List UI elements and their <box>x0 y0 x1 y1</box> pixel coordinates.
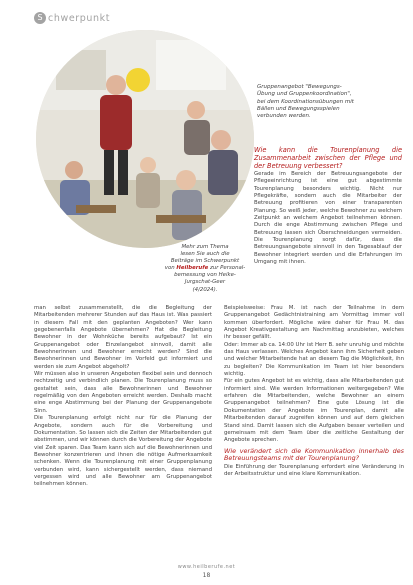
photo-caption <box>257 84 397 120</box>
caption-line: Gruppenangebot "Bewegungs- <box>257 84 342 90</box>
note-line: bemessung von Heike- <box>174 272 236 279</box>
section-title: chwerpunkt <box>48 12 111 24</box>
right-paragraph: Gerade im Bereich der Betreuungsangebote der Pflegeeinrichtung ist eine gut abgestimmte Tourenplanung besonders wichtig. Nicht nur Pflegekräfte, sondern auch die Mitarbeiter der Betreuung profitieren von einer transparenten Planung. So weiß jeder, welche Bewohner zu welchem Zeitpunkt an welchem Angebot teilnehmen können. Durch die enge Abstimmung zwischen Pflege und Betreuung lassen sich Überschneidungen vermeiden. Die Tourenplanung sorgt dafür, dass die Betreuungsangebote sinnvoll in den Tagesablauf der Bewohner integriert werden und die Erfahrungen im Umgang mit ihnen. <box>254 171 402 266</box>
footer-url: www.heilberufe.net <box>177 564 236 570</box>
note-line: (4/2024). <box>192 286 218 293</box>
lower-right-column <box>224 305 404 479</box>
activity-photo <box>36 30 254 248</box>
caption-line: Bällen und Bewegungsspielen <box>257 105 340 112</box>
section-initial-badge: S <box>34 12 46 24</box>
magazine-name: Heilberufe <box>176 265 209 272</box>
paragraph: Die Tourenplanung erfolgt nicht nur für die Planung der Angebote, sondern auch für die Vorbereitung und Dokumentation. So lassen sich die Zeiten der Mitarbeitenden gut abstimmen, und wir können durch die Vorbereitung der Angebote viel Zeit sparen. Das Team kann sich auf die Bewohnerinnen und Bewohner konzentrieren und ihnen die nötige Aufmerksamkeit schenken. Wenn die Tourenplanung mit einer Gruppenplanung verbunden wird, kann sichergestellt werden, dass niemand vergessen wird und alle Bewohner am Gruppenangebot teilnehmen können. <box>34 415 212 488</box>
page-number: 18 <box>202 572 211 579</box>
note-line: lesen Sie auch die <box>180 251 230 258</box>
note-line: Mehr zum Thema <box>181 244 229 250</box>
note-line: Beiträge im Schwerpunkt <box>170 258 240 265</box>
question-heading: Wie kann die Tourenplanung die Zusammenarbeit zwischen der Pflege und der Betreuung verbessert? <box>254 146 402 170</box>
paragraph: Wir müssen also in unseren Angeboten flexibel sein und dennoch rechtzeitig und verbindlich planen. Die Tourenplanung muss so gestaltet sein, dass alle Bewohnerinnen und Bewohner regelmäßig von den Angeboten erreicht werden. Deshalb macht eine enge Abstimmung bei der Planung der Gruppenangebote Sinn. <box>34 371 212 414</box>
photo-illustration <box>36 30 254 248</box>
caption-line: verbunden werden. <box>257 113 311 120</box>
paragraph: man selbst zusammenstellt, die die Begleitung der Mitarbeitenden mehrerer Stunden auf das Haus ist. Was passiert in diesem Fall mit den geplanten Angeboten? Wer kann gegebenenfalls Angebote übernehmen? Hat die Begleitung Bewohner in der Wohnküche bereits aufgebaut? Ist ein Gruppenangebot oder Einzelangebot sinnvoll, damit alle Bewohnerinnen und Bewohner erreicht werden? Sind die Bewohnerinnen und Bewohner im Vorfeld gut informiert und werden sie zum Angebot abgeholt? <box>34 305 212 370</box>
caption-line: bei dem Koordinationsübungen mit <box>257 98 354 105</box>
note-line: Jurgschat-Geer <box>184 279 226 286</box>
paragraph: Die Einführung der Tourenplanung erfordert eine Veränderung in der Arbeitsstruktur und eine klare Kommunikation. <box>224 464 404 478</box>
caption-line: Übung und Gruppenkoordination", <box>257 91 352 98</box>
paragraph: Oder: Immer ab ca. 14:00 Uhr ist Herr B. sehr unruhig und möchte das Haus verlassen. Welches Angebot kann ihm Sicherheit geben und welcher Mitarbeitende hat an diesem Tag die Möglichkeit, ihn zu begleiten? Die Kommunikation im Team ist hier besonders wichtig. <box>224 341 404 378</box>
question-heading: Wie verändert sich die Kommunikation innerhalb des Betreuungsteams mit der Tourenplanung? <box>224 446 404 463</box>
reference-note <box>164 244 246 294</box>
right-column <box>254 146 402 266</box>
lower-left-column <box>34 305 212 489</box>
paragraph: Beispielsweise: Frau M. ist nach der Teilnahme in dem Gruppenangebot Gedächtnistraining am Vormittag immer voll kommen überfordert. Mögliche wäre daher für Frau M. das Angebot Kreativgestaltung am Nachmittag anzubieten, welches ihr besser gefällt. <box>224 305 404 341</box>
section-header <box>34 12 110 24</box>
paragraph: Für ein gutes Angebot ist es wichtig, dass alle Mitarbeitenden gut informiert sind. Wie werden Informationen weitergegeben? Wie erfahren die Mitarbeitenden, welche Bewohner an einem Gruppenangebot teilnehmen? Eine gute Lösung ist die Dokumentation der Angebote im Tourenplan, damit alle Mitarbeitenden darauf zugreifen können und auf dem gleichen Stand sind. Damit lassen sich die Aufgaben besser verteilen und gemeinsam mit dem Team über die zeitliche Gestaltung der Angebote sprechen. <box>224 378 404 444</box>
note-line: von Heilberufe zur Personal- <box>164 265 246 272</box>
